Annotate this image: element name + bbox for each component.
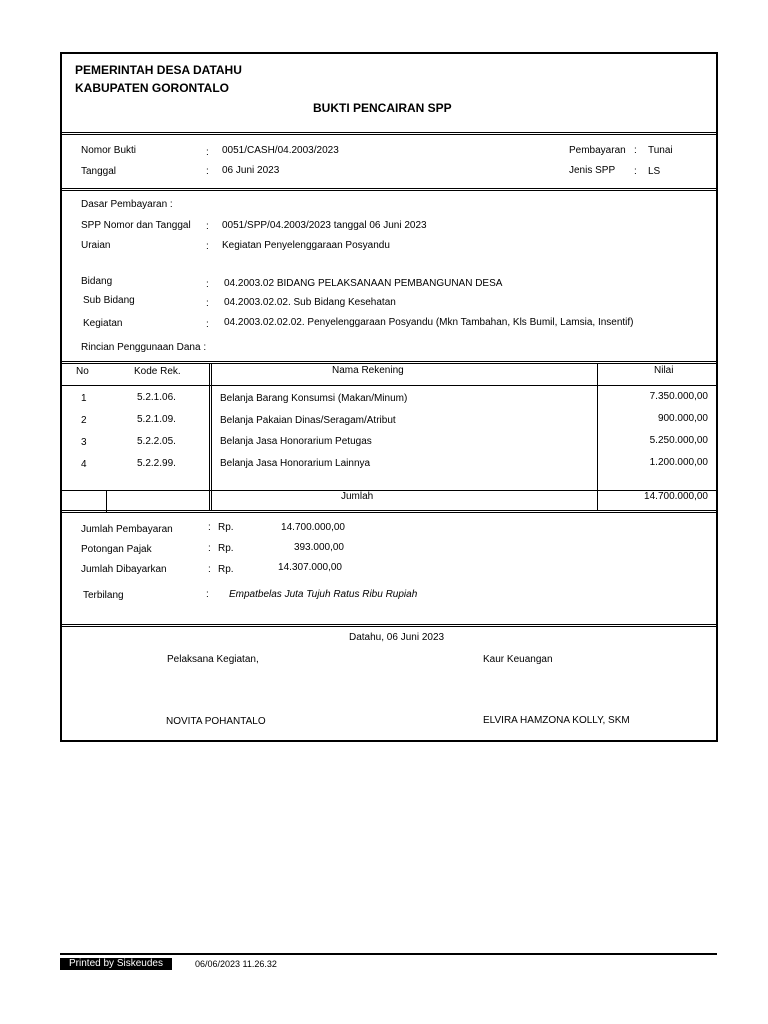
- table-cell-nilai: 5.250.000,00: [649, 435, 708, 446]
- potongan-value: 393.000,00: [293, 542, 344, 553]
- table-cell-no: 2: [81, 415, 87, 426]
- currency-label: Rp.: [218, 522, 234, 533]
- colon: :: [634, 166, 637, 177]
- subbidang-value: 04.2003.02.02. Sub Bidang Kesehatan: [224, 297, 396, 308]
- table-col-line-no: [106, 491, 107, 512]
- table-col-line-kode: [209, 363, 212, 511]
- colon: :: [208, 522, 211, 533]
- spp-label: SPP Nomor dan Tanggal: [81, 220, 191, 231]
- table-header-nama: Nama Rekening: [332, 365, 404, 376]
- dibayarkan-label: Jumlah Dibayarkan: [81, 564, 167, 575]
- header-divider: [62, 132, 716, 135]
- summary-divider: [62, 624, 716, 627]
- colon: :: [634, 145, 637, 156]
- print-timestamp: 06/06/2023 11.26.32: [195, 959, 277, 969]
- info-divider: [62, 188, 716, 191]
- table-cell-no: 3: [81, 437, 87, 448]
- jumlah-label: Jumlah: [341, 491, 374, 502]
- colon: :: [206, 279, 209, 290]
- tanggal-label: Tanggal: [81, 166, 117, 177]
- colon: :: [208, 564, 211, 575]
- rincian-heading: Rincian Penggunaan Dana :: [81, 342, 207, 353]
- table-header-nilai: Nilai: [654, 365, 674, 376]
- footer-rule: [60, 953, 717, 955]
- uraian-value: Kegiatan Penyelenggaraan Posyandu: [222, 240, 390, 251]
- right-signer-role: Kaur Keuangan: [483, 654, 553, 665]
- regency-name: KABUPATEN GORONTALO: [75, 81, 229, 95]
- tanggal-value: 06 Juni 2023: [222, 165, 280, 176]
- potongan-label: Potongan Pajak: [81, 544, 152, 555]
- colon: :: [206, 221, 209, 232]
- left-signer-name: NOVITA POHANTALO: [166, 716, 266, 727]
- table-top-border: [62, 361, 716, 364]
- nomor-label: Nomor Bukti: [81, 145, 137, 156]
- pembayaran-label: Pembayaran: [569, 145, 626, 156]
- jenis-value: LS: [648, 166, 661, 177]
- colon: :: [206, 298, 209, 309]
- table-cell-nilai: 1.200.000,00: [649, 457, 708, 468]
- kegiatan-label: Kegiatan: [83, 318, 123, 329]
- spp-value: 0051/SPP/04.2003/2023 tanggal 06 Juni 2023: [222, 220, 427, 231]
- table-cell-nama: Belanja Jasa Honorarium Petugas: [220, 436, 372, 447]
- page-title: BUKTI PENCAIRAN SPP: [313, 101, 452, 115]
- left-signer-role: Pelaksana Kegiatan,: [167, 654, 259, 665]
- jumlah-value: 14.700.000,00: [644, 491, 708, 502]
- pembayaran-value: Tunai: [648, 145, 673, 156]
- kegiatan-value: 04.2003.02.02.02. Penyelenggaraan Posyandu (Mkn Tambahan, Kls Bumil, Lamsia, Insentif): [224, 317, 634, 328]
- gov-name: PEMERINTAH DESA DATAHU: [75, 63, 242, 77]
- table-header-kode: Kode Rek.: [134, 366, 181, 377]
- uraian-label: Uraian: [81, 240, 111, 251]
- right-signer-name: ELVIRA HAMZONA KOLLY, SKM: [483, 715, 630, 726]
- colon: :: [206, 589, 209, 600]
- colon: :: [206, 166, 209, 177]
- colon: :: [206, 147, 209, 158]
- jumlah-pembayaran-value: 14.700.000,00: [281, 522, 345, 533]
- table-cell-kode: 5.2.2.99.: [137, 458, 176, 469]
- printed-by-badge: Printed by Siskeudes: [60, 958, 172, 970]
- table-cell-no: 1: [81, 393, 87, 404]
- currency-label: Rp.: [218, 543, 234, 554]
- table-cell-no: 4: [81, 459, 87, 470]
- table-cell-nilai: 900.000,00: [657, 413, 708, 424]
- table-header-divider: [62, 385, 716, 386]
- table-bottom-border: [62, 510, 716, 513]
- colon: :: [206, 319, 209, 330]
- table-col-line-nilai: [597, 363, 598, 511]
- table-cell-kode: 5.2.1.06.: [137, 392, 176, 403]
- dasar-heading: Dasar Pembayaran :: [81, 199, 173, 210]
- table-cell-nama: Belanja Pakaian Dinas/Seragam/Atribut: [220, 415, 396, 426]
- table-cell-nama: Belanja Jasa Honorarium Lainnya: [220, 458, 371, 469]
- bidang-label: Bidang: [81, 276, 113, 287]
- terbilang-label: Terbilang: [83, 590, 124, 601]
- table-cell-kode: 5.2.1.09.: [137, 414, 176, 425]
- jenis-label: Jenis SPP: [569, 165, 616, 176]
- jumlah-pembayaran-label: Jumlah Pembayaran: [81, 524, 173, 535]
- subbidang-label: Sub Bidang: [83, 295, 135, 306]
- colon: :: [206, 241, 209, 252]
- table-cell-nilai: 7.350.000,00: [649, 391, 708, 402]
- currency-label: Rp.: [218, 564, 234, 575]
- place-date: Datahu, 06 Juni 2023: [349, 632, 445, 643]
- nomor-value: 0051/CASH/04.2003/2023: [222, 145, 339, 156]
- colon: :: [208, 543, 211, 554]
- dibayarkan-value: 14.307.000,00: [278, 562, 342, 573]
- table-cell-nama: Belanja Barang Konsumsi (Makan/Minum): [220, 393, 408, 404]
- table-header-no: No: [76, 366, 89, 377]
- terbilang-value: Empatbelas Juta Tujuh Ratus Ribu Rupiah: [229, 589, 418, 600]
- bidang-value: 04.2003.02 BIDANG PELAKSANAAN PEMBANGUNAN DESA: [224, 278, 503, 289]
- table-cell-kode: 5.2.2.05.: [137, 436, 176, 447]
